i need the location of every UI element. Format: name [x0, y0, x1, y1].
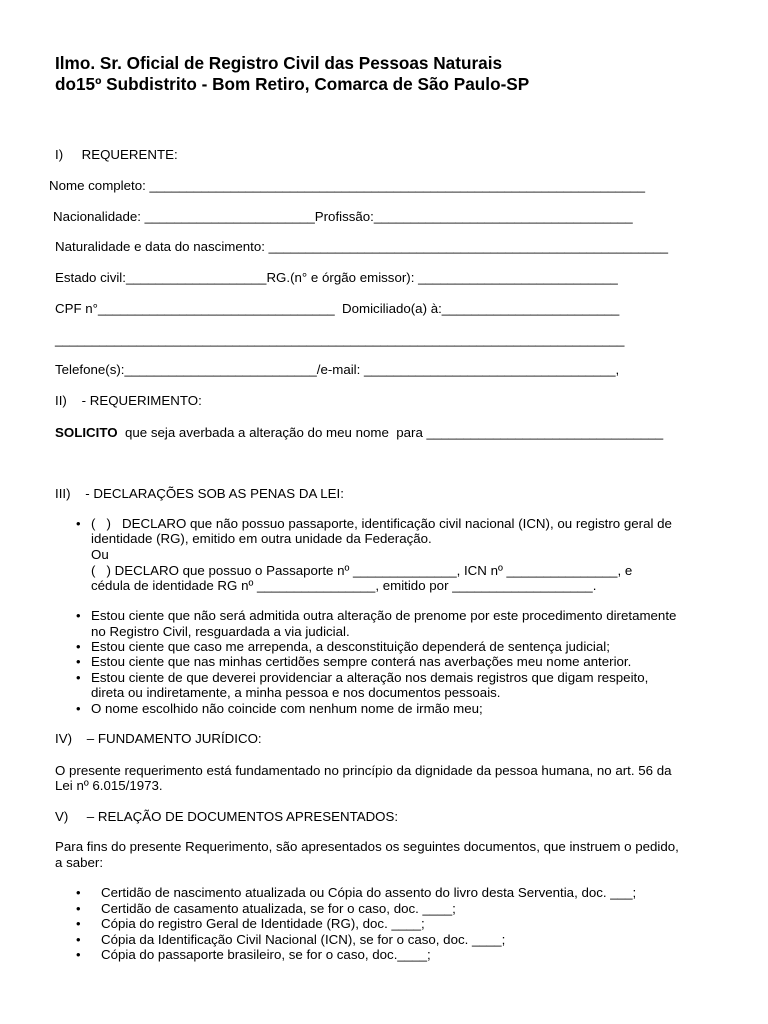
ciente-desconstituicao: Estou ciente que caso me arrependa, a desconstituição dependerá de sentença judicial; — [91, 639, 610, 654]
documento-item: Cópia do passaporte brasileiro, se for o caso, doc.____; — [101, 947, 431, 962]
declaro-possuo-line2: cédula de identidade RG nº ________________, emitido por ___________________. — [91, 578, 597, 593]
fundamento-text-line1: O presente requerimento está fundamentado no princípio da dignidade da pessoa humana, no art. 56 da — [55, 763, 672, 778]
bullet-icon: • — [76, 916, 81, 931]
section-requerimento-heading: II) - REQUERIMENTO: — [55, 393, 202, 408]
solicito-line — [55, 425, 663, 440]
bullet-icon: • — [76, 516, 81, 531]
ciente-prenome-line2: no Registro Civil, resguardada a via judicial. — [91, 624, 350, 639]
solicito-text: que seja averbada a alteração do meu nome para ________________________________ — [117, 425, 664, 440]
bullet-icon: • — [76, 885, 81, 900]
cpf-domicilio-field: CPF n°________________________________ Domiciliado(a) à:________________________ — [55, 301, 620, 316]
documento-item: Certidão de casamento atualizada, se for o caso, doc. ____; — [101, 901, 456, 916]
bullet-icon: • — [76, 701, 81, 716]
bullet-icon: • — [76, 639, 81, 654]
ciente-prenome-line1: Estou ciente que não será admitida outra alteração de prenome por este procedimento diretamente — [91, 608, 677, 623]
nacionalidade-profissao-field: Nacionalidade: _______________________Profissão:___________________________________ — [53, 209, 633, 224]
blank-line: _____________________________________________________________________________ — [55, 332, 625, 347]
bullet-icon: • — [76, 947, 81, 962]
ciente-demais-registros-line1: Estou ciente de que deverei providenciar a alteração nos demais registros que digam respeito, — [91, 670, 649, 685]
documentos-intro-line1: Para fins do presente Requerimento, são apresentados os seguintes documentos, que instruem o pedido, — [55, 839, 679, 854]
section-documentos-heading: V) – RELAÇÃO DE DOCUMENTOS APRESENTADOS: — [55, 809, 399, 824]
bullet-icon: • — [76, 608, 81, 623]
telefone-email-field: Telefone(s):__________________________/e-mail: __________________________________, — [55, 362, 620, 377]
solicito-keyword: SOLICITO — [55, 425, 118, 440]
document-title-line1: Ilmo. Sr. Oficial de Registro Civil das Pessoas Naturais — [55, 53, 503, 73]
declaro-nao-possuo-line2: identidade (RG), emitido em outra unidade da Federação. — [91, 531, 432, 546]
fundamento-text-line2: Lei nº 6.015/1973. — [55, 778, 163, 793]
declaro-ou: Ou — [91, 547, 109, 562]
document-title-line2: do15º Subdistrito - Bom Retiro, Comarca de São Paulo-SP — [55, 74, 530, 94]
bullet-icon: • — [76, 654, 81, 669]
ciente-nome-irmao: O nome escolhido não coincide com nenhum nome de irmão meu; — [91, 701, 483, 716]
nome-completo-field: Nome completo: ___________________________________________________________________ — [49, 178, 645, 193]
estado-civil-rg-field: Estado civil:___________________RG.(n° e órgão emissor): ___________________________ — [55, 270, 618, 285]
declaro-nao-possuo-line1: ( ) DECLARO que não possuo passaporte, identificação civil nacional (ICN), ou registro geral de — [91, 516, 672, 531]
section-declaracoes-heading: III) - DECLARAÇÕES SOB AS PENAS DA LEI: — [55, 486, 344, 501]
declaro-possuo-line1: ( ) DECLARO que possuo o Passaporte nº ______________, ICN nº _______________, e — [91, 563, 633, 578]
naturalidade-field: Naturalidade e data do nascimento: ______________________________________________________ — [55, 239, 668, 254]
documentos-intro-line2: a saber: — [55, 855, 104, 870]
section-fundamento-heading: IV) – FUNDAMENTO JURÍDICO: — [55, 731, 262, 746]
ciente-nome-anterior: Estou ciente que nas minhas certidões sempre conterá nas averbações meu nome anterior. — [91, 654, 632, 669]
section-requerente-heading: I) REQUERENTE: — [55, 147, 178, 162]
bullet-icon: • — [76, 901, 81, 916]
documento-item: Cópia do registro Geral de Identidade (RG), doc. ____; — [101, 916, 425, 931]
bullet-icon: • — [76, 670, 81, 685]
documento-item: Cópia da Identificação Civil Nacional (ICN), se for o caso, doc. ____; — [101, 932, 506, 947]
ciente-demais-registros-line2: direta ou indiretamente, a minha pessoa e nos documentos pessoais. — [91, 685, 501, 700]
documento-item: Certidão de nascimento atualizada ou Cópia do assento do livro desta Serventia, doc. ___; — [101, 885, 637, 900]
bullet-icon: • — [76, 932, 81, 947]
